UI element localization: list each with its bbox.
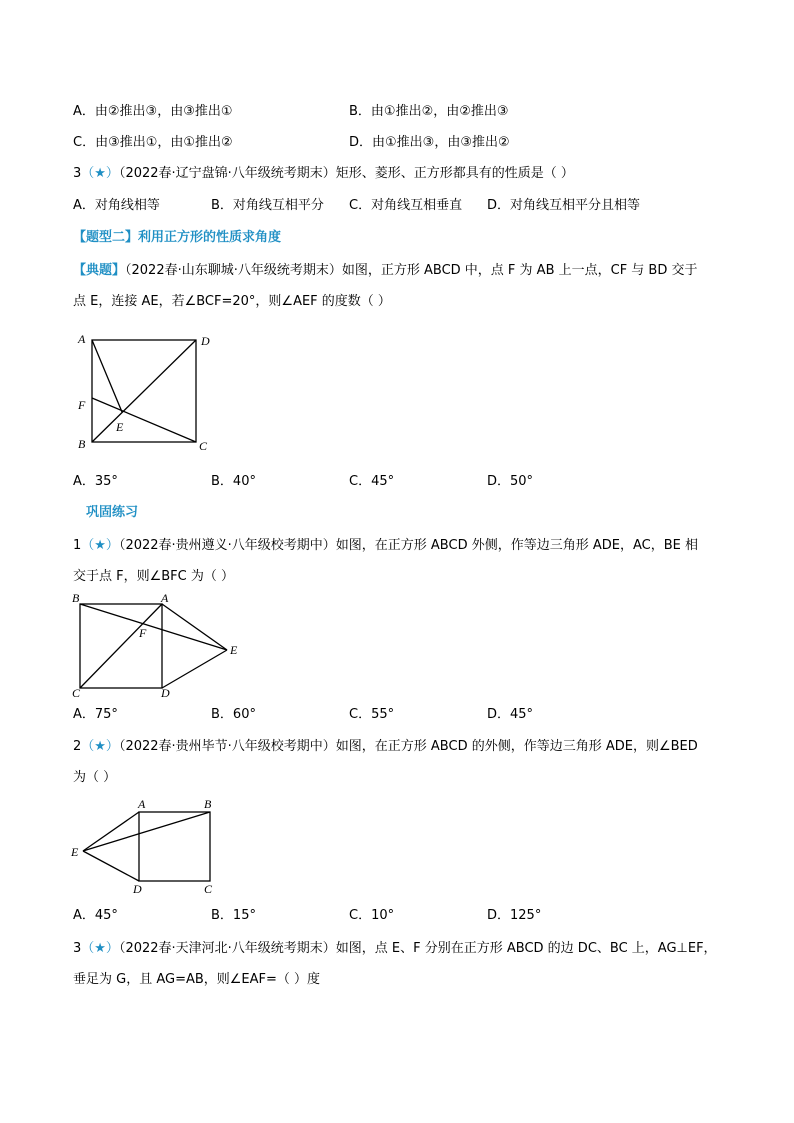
vertex-label-e: E — [116, 420, 124, 434]
option-d: D．对角线互相平分且相等 — [487, 198, 641, 213]
vertex-label-a: A — [138, 797, 146, 811]
practice-1-line-2: 交于点 F，则∠BFC 为（ ） — [73, 569, 235, 584]
option-c: C．45° — [349, 474, 395, 489]
option-a: A．由②推出③，由③推出① — [73, 104, 233, 119]
option-c: C．由③推出①，由①推出② — [73, 135, 233, 150]
practice-2-line-2: 为（ ） — [73, 770, 117, 785]
example-tag: 【典题】 — [73, 263, 126, 278]
option-d: D．125° — [487, 908, 542, 923]
question-number: 3 — [73, 941, 82, 956]
question-number: 2 — [73, 739, 82, 754]
vertex-label-b: B — [78, 437, 86, 451]
vertex-label-f: F — [78, 398, 86, 412]
option-c: C．对角线互相垂直 — [349, 198, 463, 213]
practice-3-line-1 — [73, 940, 717, 958]
option-b: B．15° — [211, 908, 256, 923]
example-line-1 — [73, 262, 698, 280]
vertex-label-a: A — [161, 591, 169, 605]
section-heading: 【题型二】利用正方形的性质求角度 — [73, 230, 282, 245]
vertex-label-e: E — [71, 845, 79, 859]
option-a: A．对角线相等 — [73, 198, 160, 213]
option-b: B．对角线互相平分 — [211, 198, 324, 213]
vertex-label-c: C — [199, 439, 208, 453]
option-a: A．75° — [73, 707, 118, 722]
example-line-2: 点 E，连接 AE，若∠BCF=20°，则∠AEF 的度数（ ） — [73, 294, 391, 309]
vertex-label-c: C — [204, 882, 213, 896]
star-rating: （★） — [81, 166, 119, 181]
star-rating: （★） — [81, 538, 119, 553]
option-d: D．50° — [487, 474, 534, 489]
example-text: （2022春·山东聊城·八年级统考期末）如图，正方形 ABCD 中，点 F 为 AB 上一点，CF 与 BD 交于 — [125, 263, 698, 278]
option-c: C．55° — [349, 707, 395, 722]
practice-3-line-2: 垂足为 G，且 AG=AB，则∠EAF=（ ）度 — [73, 972, 321, 987]
option-b: B．60° — [211, 707, 256, 722]
vertex-label-a: A — [78, 332, 86, 346]
option-a: A．45° — [73, 908, 118, 923]
question-text: （2022春·贵州毕节·八年级校考期中）如图，在正方形 ABCD 的外侧，作等边三角形 ADE，则∠BED — [118, 739, 698, 754]
option-d: D．由①推出③，由③推出② — [349, 135, 510, 150]
question-number: 1 — [73, 538, 82, 553]
star-rating: （★） — [81, 739, 119, 754]
question-text: （2022春·辽宁盘锦·八年级统考期末）矩形、菱形、正方形都具有的性质是（ ） — [118, 166, 574, 181]
question-text: （2022春·天津河北·八年级统考期末）如图，点 E、F 分别在正方形 ABCD 的边 DC、BC 上，AG⊥EF， — [118, 941, 717, 956]
vertex-label-b: B — [204, 797, 212, 811]
vertex-label-d: D — [133, 882, 142, 896]
practice-1-line-1 — [73, 537, 698, 555]
vertex-label-b: B — [72, 591, 80, 605]
question-number: 3 — [73, 166, 82, 181]
vertex-label-d: D — [201, 334, 210, 348]
option-b: B．由①推出②，由②推出③ — [349, 104, 509, 119]
vertex-label-f: F — [139, 626, 147, 640]
star-rating: （★） — [81, 941, 119, 956]
option-b: B．40° — [211, 474, 256, 489]
option-d: D．45° — [487, 707, 534, 722]
practice-2-line-1 — [73, 738, 698, 756]
vertex-label-d: D — [161, 686, 170, 700]
question-3a — [73, 165, 574, 183]
vertex-label-c: C — [72, 686, 81, 700]
option-c: C．10° — [349, 908, 395, 923]
practice-heading: 巩固练习 — [86, 505, 139, 520]
question-text: （2022春·贵州遵义·八年级校考期中）如图，在正方形 ABCD 外侧，作等边三角形 ADE，AC，BE 相 — [118, 538, 698, 553]
option-a: A．35° — [73, 474, 118, 489]
vertex-label-e: E — [230, 643, 238, 657]
